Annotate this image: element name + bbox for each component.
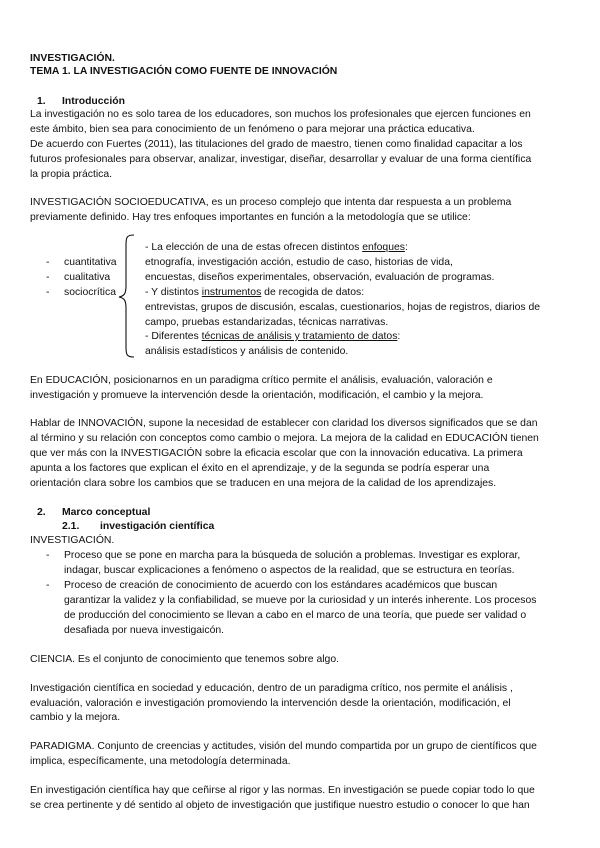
bullet-dash: -	[46, 550, 50, 561]
section-1-heading: Introducción	[62, 96, 125, 107]
educacion-line: investigación y promueve la intervención desde la orientación, modificación, el cambio y la mejora.	[30, 390, 484, 401]
paradigma-line: PARADIGMA. Conjunto de creencias y actitudes, visión del mundo compartida por un grupo de científicos que	[30, 741, 537, 752]
bullet-line: indagar, buscar explicaciones a fenómeno o aspectos de la realidad, que se estructura en teorías.	[64, 565, 515, 576]
approach-dash: -	[46, 272, 50, 283]
doc-title: INVESTIGACIÓN.	[30, 53, 115, 64]
rigor-line: se crea pertinente y dé sentido al objeto de investigación que justifique nuestro estudio o conocer lo que han	[30, 800, 530, 811]
cientifica-line: Investigación científica en sociedad y educación, dentro de un paradigma crítico, nos permite el análisis ,	[30, 683, 513, 694]
bullet-line: Proceso que se pone en marcha para la búsqueda de solución a problemas. Investigar es explorar,	[64, 550, 521, 561]
method-line: encuestas, diseños experimentales, observación, evaluación de programas.	[145, 272, 495, 283]
bullet-line: garantizar la validez y la confiabilidad, se mueve por la curiosidad y un interés inherente. Los procesos	[64, 595, 537, 606]
method-line: análisis estadísticos y análisis de contenido.	[145, 346, 349, 357]
innovacion-line: apunta a los factores que explican el éxito en el aprendizaje, y de la segunda se podría esperar una	[30, 463, 490, 474]
bullet-line: de producción del conocimiento se llevan a cabo en el marco de una teoría, que puede ser validad o	[64, 610, 527, 621]
bullet-line: Proceso de creación de conocimiento de acuerdo con los estándares académicos que buscan	[64, 580, 498, 591]
section-2-number: 2.	[37, 507, 46, 518]
method-line: - Diferentes técnicas de análisis y tratamiento de datos:	[145, 331, 401, 342]
method-line: entrevistas, grupos de discusión, escalas, cuestionarios, hojas de registros, diarios de	[145, 302, 541, 313]
bullet-line: desafiada por nueva investigaicón.	[64, 625, 225, 636]
approach-item: cualitativa	[64, 272, 111, 283]
innovacion-line: al término y su relación con conceptos como cambio o mejora. La mejora de la calidad en EDUCACIÓN tienen	[30, 433, 539, 444]
rigor-line: En investigación científica hay que ceñirse al rigor y las normas. En investigación se puede copiar todo lo que	[30, 785, 535, 796]
innovacion-line: que ver más con la INVESTIGACIÓN sobre la eficacia escolar que con la innovación educativa. La primera	[30, 448, 523, 459]
investigacion-label: INVESTIGACIÓN.	[30, 535, 115, 546]
innovacion-line: orientación clara sobre los cambios que se traducen en una mejora de la calidad de los aprendizajes.	[30, 478, 497, 489]
approach-item: sociocrítica	[64, 287, 116, 298]
section-2-heading: Marco conceptual	[62, 507, 151, 518]
intro-line: De acuerdo con Fuertes (2011), las titulaciones del grado de maestro, tienen como finalidad capacitar a los	[30, 139, 523, 150]
method-line: - La elección de una de estas ofrecen distintos enfoques:	[145, 242, 408, 253]
bullet-dash: -	[46, 580, 50, 591]
section-1-number: 1.	[37, 96, 46, 107]
socio-line: INVESTIGACIÓN SOCIOEDUCATIVA, es un proceso complejo que intenta dar respuesta a un problema	[30, 197, 512, 208]
method-line: etnografía, investigación acción, estudio de caso, historias de vida,	[145, 257, 453, 268]
curly-brace	[118, 234, 142, 358]
method-line: - Y distintos instrumentos de recogida de datos:	[145, 287, 365, 298]
cientifica-line: evaluación, valoración e investigación promoviendo la intervención desde la orientación, modificación, el	[30, 698, 511, 709]
approach-item: cuantitativa	[64, 257, 117, 268]
subsection-heading: investigación científica	[100, 521, 215, 532]
intro-line: este ámbito, bien sea para conocimiento de un fenómeno o para mejorar una práctica educativa.	[30, 124, 475, 135]
intro-line: futuros profesionales para observar, analizar, investigar, diseñar, desarrollar y evaluar de una forma científica	[30, 154, 532, 165]
educacion-line: En EDUCACIÓN, posicionarnos en un paradigma crítico permite el análisis, evaluación, valoración e	[30, 375, 493, 386]
cientifica-line: cambio y la mejora.	[30, 712, 121, 723]
intro-line: la propia práctica.	[30, 169, 113, 180]
innovacion-line: Hablar de INNOVACIÓN, supone la necesidad de establecer con claridad los diversos significados que se dan	[30, 418, 538, 429]
subsection-number: 2.1.	[62, 521, 80, 532]
approach-dash: -	[46, 287, 50, 298]
method-line: campo, pruebas estandarizadas, técnicas narrativas.	[145, 317, 389, 328]
ciencia-line: CIENCIA. Es el conjunto de conocimiento que tenemos sobre algo.	[30, 654, 340, 665]
tema-title: TEMA 1. LA INVESTIGACIÓN COMO FUENTE DE INNOVACIÓN	[30, 66, 338, 77]
paradigma-line: implica, específicamente, una metodología determinada.	[30, 756, 291, 767]
intro-line: La investigación no es solo tarea de los educadores, son muchos los profesionales que ejercen funciones en	[30, 109, 531, 120]
approach-dash: -	[46, 257, 50, 268]
socio-line: previamente definido. Hay tres enfoques importantes en función a la metodología que se utilice:	[30, 212, 471, 223]
